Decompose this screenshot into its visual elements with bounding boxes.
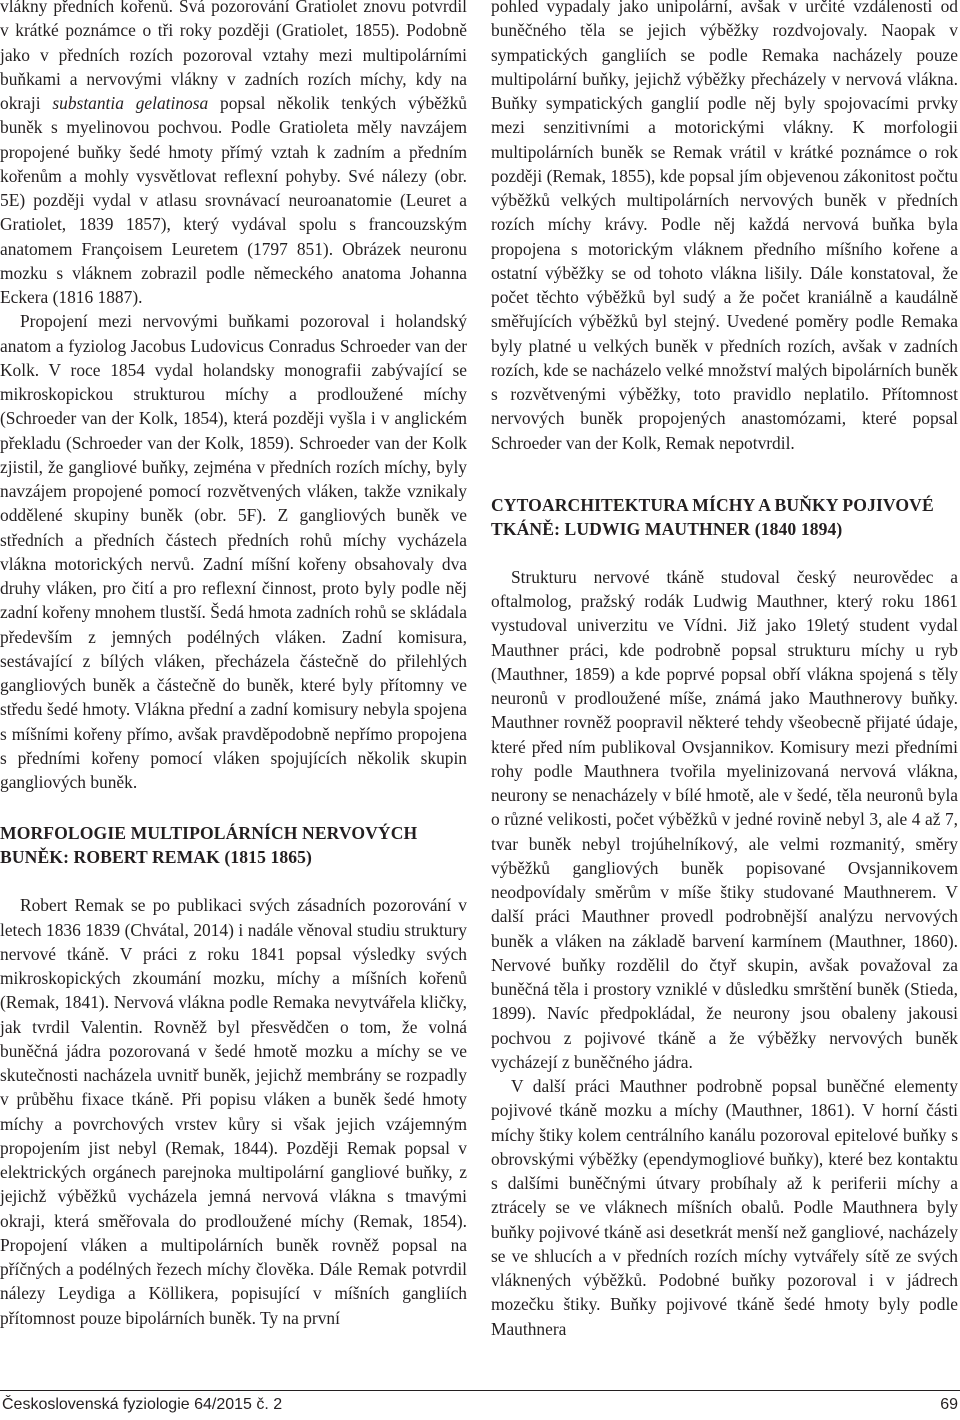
paragraph-remak-continued: pohled vypadaly jako unipolární, avšak v určité vzdálenosti od buněčného těla se jejich výběžky rozdvojovaly. Naopak v sympatických gangliích se podle Remaka nacházely pouze multipolární buňky, jejichž výběžky přecházely v nervová vlákna. Buňky sympatických ganglií podle něj byly spojovacími prvky mezi senzitivními a motorickými vlákny. K morfologii multipolárních buněk se Remak vrátil v krátké poznámce o rok později (Remak, 1855), kde popsal jím objevenou zákonitost počtu výběžků velkých multipolárních nervových buněk v předních rozích míchy krávy. Podle něj každá nervová buňka byla propojena s motorickým vláknem předního míšního kořene a ostatní výběžky se od tohoto vlákna lišily. Dále konstatoval, že počet těchto výběžků byl sudý a že počet kraniálně a kaudálně směřujících výběžků byl stejný. Uvedené poměry podle Remaka byly platné u velkých buněk v předních rozích, avšak v zadních rozích, kde se nacházelo velké množství malých bipolárních buněk s rozvětvenými výběžky, toto pravidlo neplatilo. Přítomnost nervových buněk propojených anastomózami, které popsal Schroeder van der Kolk, Remak nepotvrdil.: [491, 0, 958, 453]
page-number: 69: [940, 1396, 958, 1413]
paragraph-text: vlákny předních kořenů. Svá pozorování Gratiolet znovu potvrdil v krátké poznámce o tři roky později (Gratiolet, 1855). Podobně jako v předních rozích pozoroval vztahy mezi multipolárními buňkami a nervovými vlákny v zadních rozích míchy, kdy na okraji: [0, 0, 467, 113]
paragraph-remak: Robert Remak se po publikaci svých zásadních pozorování v letech 1836 1839 (Chvátal, 2014) i nadále věnoval studiu struktury nervové tkáně. V práci z roku 1841 popsal výsledky svých mikroskopických zkoumání mozku, míchy a míšních kořenů (Remak, 1841). Nervová vlákna podle Remaka nevytvářela kličky, jak tvrdil Valentin. Rovněž byl přesvědčen o tom, že volná buněčná jádra pozorovaná v šedé hmotě mozku a míchy se ve skutečnosti nacházela uvnitř buněk, jejichž membrány se rozpadly v průběhu fixace tkáně. Při popisu vláken a buněk šedé hmoty míchy a povrchových vrstev kůry si však jejich vzájemným propojením jist nebyl (Remak, 1844). Později Remak popsal v elektrických orgánech parejnoka multipolární gangliové buňky, z jejichž výběžků vycházela jemná nervová vlákna s tmavými okraji, která směřovala do prodloužené míchy (Remak, 1854). Propojení vláken a multipolárních buněk rovněž popsal na příčných a podélných řezech míchy člověka. Dále Remak potvrdil nálezy Leydiga a Köllikera, popisující v míšních gangliích přítomnost pouze bipolárních buněk. Ty na první: [0, 895, 467, 1328]
italic-term: substantia gelatinosa: [52, 93, 209, 113]
section-heading-mauthner: CYTOARCHITEKTURA MÍCHY A BUŇKY POJIVOVÉ TKÁNĚ: LUDWIG MAUTHNER (1840 1894): [491, 494, 934, 539]
paragraph-gratiolet: [0, 0, 467, 309]
paragraph-mauthner-glia: V další práci Mauthner podrobně popsal buněčné elementy pojivové tkáně mozku a míchy (Mauthner, 1861). V horní části míchy štiky kolem centrálního kanálu pozoroval epitelové buňky s obrovskými výběžky (ependymogliové buňky), které bez kontaktu s dalšími buněčnými útvary probíhaly až k periferii míchy a ztrácely se ve vláknech míšních obalů. Podle Mauthnera byly buňky pojivové tkáně asi desetkrát menší než gangliové, nacházely se ve shlucích a v předních rozích míchy vytvářely sítě ze svých vláknených výběžků. Podobné buňky pozoroval i v jádrech mozečku štiky. Buňky pojivové tkáně šedé hmoty byly podle Mauthnera: [491, 1076, 958, 1339]
paragraph-schroeder: Propojení mezi nervovými buňkami pozoroval i holandský anatom a fyziolog Jacobus Ludovicus Conradus Schroeder van der Kolk. V roce 1854 vydal holandsky monografii zabývající se mikroskopickou strukturou míchy a prodloužené míchy (Schroeder van der Kolk, 1854), která později vyšla i v anglickém překladu (Schroeder van der Kolk, 1859). Schroeder van der Kolk zjistil, že gangliové buňky, zejména v předních rozích míchy, byly navzájem propojené pomocí rozvětvených vláken, takže vznikaly oddělené skupiny buněk (obr. 5F). Z gangliových buněk ve středních a předních částech předních rohů míchy vycházela vlákna motorických nervů. Zadní míšní kořeny obsahovaly dva druhy vláken, pro čití a pro reflexní činnost, proto byly podle něj zadní kořeny mnohem tlustší. Šedá hmota zadních rohů se skládala především z jemných podélných vláken. Zadní komisura, sestávající z bílých vláken, přecházela částečně do přilehlých gangliových buněk a částečně do buněk, které byly přítomny ve středu šedé hmoty. Vlákna přední a zadní komisury nebyla spojena s míšními kořeny přímo, avšak pravděpodobně nepřímo propojena s předními kořeny pomocí vláken spojujících několik skupin gangliových buněk.: [0, 311, 467, 792]
paragraph-text: popsal několik tenkých výběžků buněk s myelinovou pochvou. Podle Gratioleta měly navzájem propojené buňky šedé hmoty přímý vztah k zadním a předním kořenům a mohly vysvětlovat reflexní pohyby. Své nálezy (obr. 5E) později vydal v atlasu srovnávací neuroanatomie (Leuret a Gratiolet, 1839 1857), který vydával spolu s francouzským anatomem Françoisem Leuretem (1797 851). Obrázek neuronu mozku s vláknem zobrazil podle německého anatoma Johanna Eckera (1816 1887).: [0, 93, 467, 307]
section-heading-remak: MORFOLOGIE MULTIPOLÁRNÍCH NERVOVÝCH BUNĚK: ROBERT REMAK (1815 1865): [0, 823, 418, 868]
journal-citation: Československá fyziologie 64/2015 č. 2: [2, 1396, 283, 1413]
paragraph-mauthner: Strukturu nervové tkáně studoval český neurovědec a oftalmolog, pražský rodák Ludwig Mauthner, který roku 1861 vystudoval univerzitu ve Vídni. Již jako 19letý student vydal Mauthner práci, kde podrobně popsal strukturu míchy u ryb (Mauthner, 1859) a kde poprvé popsal obří vlákna spojená s těly neuronů v prodloužené míše, známá jako Mauthnerovy buňky. Mauthner rovněž poopravil některé tehdy všeobecně přijaté údaje, které před ním publikoval Ovsjannikov. Komisury mezi předními rohy podle Mauthnera tvořila myelinizovaná nervová vlákna, neurony se nenacházely v bílé hmotě, ale v šedé, těla neuronů byla o různé velikosti, počet výběžků v jedné rovině nebyl 3, ale 4 až 7, tvar buněk nebyl trojúhelníkový, ale velmi rozmanitý, směry výběžků gangliových buněk popisované Ovsjannikovem neodpovídaly směrům v míše štiky studované Mauthnerem. V další práci Mauthner provedl podrobnější analýzu nervových buněk a vláken na základě barvení karmínem (Mauthner, 1860). Nervové buňky rozdělil do čtyř skupin, avšak považoval za buněčná těla i prostory vzniklé v důsledku smrštění buněk (Stieda, 1899). Navíc předpokládal, že neurony jsou obaleny jakousi pochvou z pojivové tkáně a že výběžky nervových buněk vycházejí z buněčného jádra.: [491, 566, 958, 1072]
page-footer: [0, 1390, 960, 1420]
left-column: [0, 0, 467, 1330]
footer-divider: [0, 1390, 960, 1391]
right-column: [491, 0, 958, 1341]
